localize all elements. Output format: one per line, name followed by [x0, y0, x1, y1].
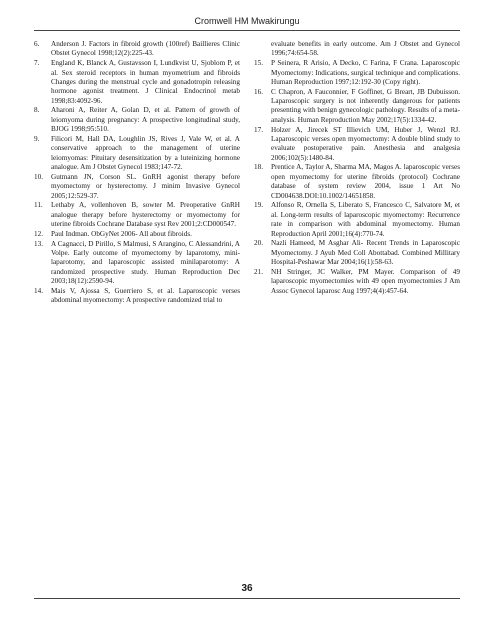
reference-number: 10. [34, 172, 43, 181]
reference-item [254, 268, 460, 296]
reference-item [254, 163, 460, 201]
reference-text: Nazli Hameed, M Asghar Ali- Recent Trends in Laparoscopic Myomectomy. J Ayub Med Coll Abottabad. Combined Millitary Hospital-Peshawar Mar 2004;16(1):58-63. [271, 239, 460, 267]
reference-number: 8. [34, 106, 40, 115]
reference-text: Mais V, Ajossa S, Guerriero S, et al. Laparoscopic verses abdominal myomectomy: A prospective randomized trial to [51, 286, 240, 305]
reference-text: Filicori M, Hall DA, Loughlin JS, Rives J, Vale W, et al. A conservative approach to the management of uterine leiomyomas: Pituitary desensitization by a luteinizing hormone analogue. Am J Obstet Gynecol 1983;147-72. [51, 134, 240, 172]
reference-number: 7. [34, 59, 40, 68]
reference-number: 15. [254, 59, 263, 68]
reference-item [34, 173, 240, 201]
references-left-column [34, 40, 240, 306]
header-rule [34, 30, 460, 31]
reference-number: 16. [254, 87, 263, 96]
reference-number: 12. [34, 229, 43, 238]
reference-item [254, 88, 460, 126]
reference-item [254, 126, 460, 164]
reference-item [34, 240, 240, 287]
reference-number: 18. [254, 163, 263, 172]
references-right-column [254, 40, 460, 296]
reference-number: 21. [254, 267, 263, 276]
reference-text: Gutmann JN, Corson SL. GnRH agonist therapy before myomectomy or hysterectomy. J minim Invasive Gynecol 2005;12:529-37. [51, 172, 240, 200]
reference-number: 6. [34, 40, 40, 48]
reference-number: 13. [34, 239, 43, 248]
reference-number: 14. [34, 286, 43, 295]
reference-item [34, 201, 240, 229]
reference-item [34, 135, 240, 173]
running-header: Cromwell HM Mwakirungu [194, 16, 300, 26]
reference-item [254, 59, 460, 87]
reference-text: Holzer A, Jirecek ST Illievich UM, Huber J, Wenzl RJ. Laparoscopic verses open myomectomy: A double blind study to evaluate postoperative pain. Anesthesia and analgesia 2006;102(5):1480-84. [271, 125, 460, 162]
reference-number: 11. [34, 201, 43, 210]
reference-item [254, 239, 460, 267]
reference-number: 20. [254, 239, 263, 248]
reference-text: Aharoni A, Reiter A, Golan D, et al. Pattern of growth of leiomyoma during pregnancy: A prospective longitudinal study, BJOG 1998;95:510. [51, 106, 240, 134]
reference-number: 19. [254, 201, 263, 210]
reference-text: Prentice A, Taylor A, Sharma MA, Magos A. laparoscopic verses open myomectomy for uterine fibroids (protocol) Cochrane database of system review 2004, issue 1 Art No CD004638.DOI:10.1002/14651858. [271, 163, 460, 200]
reference-text: England K, Blanck A, Gustavsson I, Lundkvist U, Sjoblom P, et al. Sex steroid receptors in human myometrium and fibroids Changes during the menstrual cycle and gonadotropin releasing hormone agonist treatment. J Clinical Endocrinol metab 1998;83:4092-96. [51, 59, 240, 105]
reference-item [254, 40, 460, 59]
reference-item [34, 230, 240, 239]
reference-text: Paul Indman. ObGyNet 2006- All about fibroids. [51, 229, 192, 238]
reference-item [34, 40, 240, 59]
reference-text: P Seinera, R Arisio, A Decko, C Farina, F Crana. Laparoscopic Myomectomy: Indications, surgical technique and complications. Human Reproduction 1997;12:192-30 (Copy right). [271, 59, 460, 86]
reference-text: Anderson J. Factors in fibroid growth (100ref) Baillieres Clinic Obstet Gynecol 1998;12(2):225-43. [51, 40, 240, 58]
reference-item [34, 287, 240, 306]
reference-item [254, 201, 460, 239]
reference-text: evaluate benefits in early outcome. Am J Obstet and Gynecol 1996;74:654-58. [271, 40, 460, 58]
page-number: 36 [241, 583, 253, 594]
reference-text: Lethaby A, vollenhoven B, sowter M. Preoperative GnRH analogue therapy before hysterectomy or myomectomy for uterine fibroids Cochrane Database syst Rev 2001;2:CD000547. [51, 201, 240, 229]
reference-text: NH Stringer, JC Walker, PM Mayer. Comparison of 49 laparoscopic myomectomies with 49 open myomectomies J Am Assoc Gynecol laparosc Aug 1997;4(4):457-64. [271, 267, 460, 295]
reference-text: C Chapron, A Fauconnier, F Goffinet, G Breart, JB Dubuisson. Laparoscopic surgery is not inherently dangerous for patients presenting with benign gynecologic pathology. Results of a meta-analysis. Human Reproduction May 2002;17(5):1334-42. [271, 87, 460, 124]
reference-text: Alfonso R, Ornella S, Liberato S, Francesco C, Salvatore M, et al. Long-term results of laparoscopic myomectomy: Recurrence rate in comparison with abdominal myomectomy. Human Reproduction April 2001;16(4):770-74. [271, 201, 460, 238]
reference-item [34, 59, 240, 106]
reference-number: 9. [34, 134, 40, 143]
reference-text: A Cagnacci, D Pirillo, S Malmusi, S Arangino, C Alessandrini, A Volpe. Early outcome of myomectomy by laparotomy, mini-laparotomy, and laparoscopic assisted minilaparotomy: A randomized prospective study. Human Reproduction Dec 2003;18(12):2590-94. [51, 239, 240, 286]
reference-item [34, 106, 240, 134]
reference-number: 17. [254, 125, 263, 134]
footer-rule [34, 598, 460, 599]
